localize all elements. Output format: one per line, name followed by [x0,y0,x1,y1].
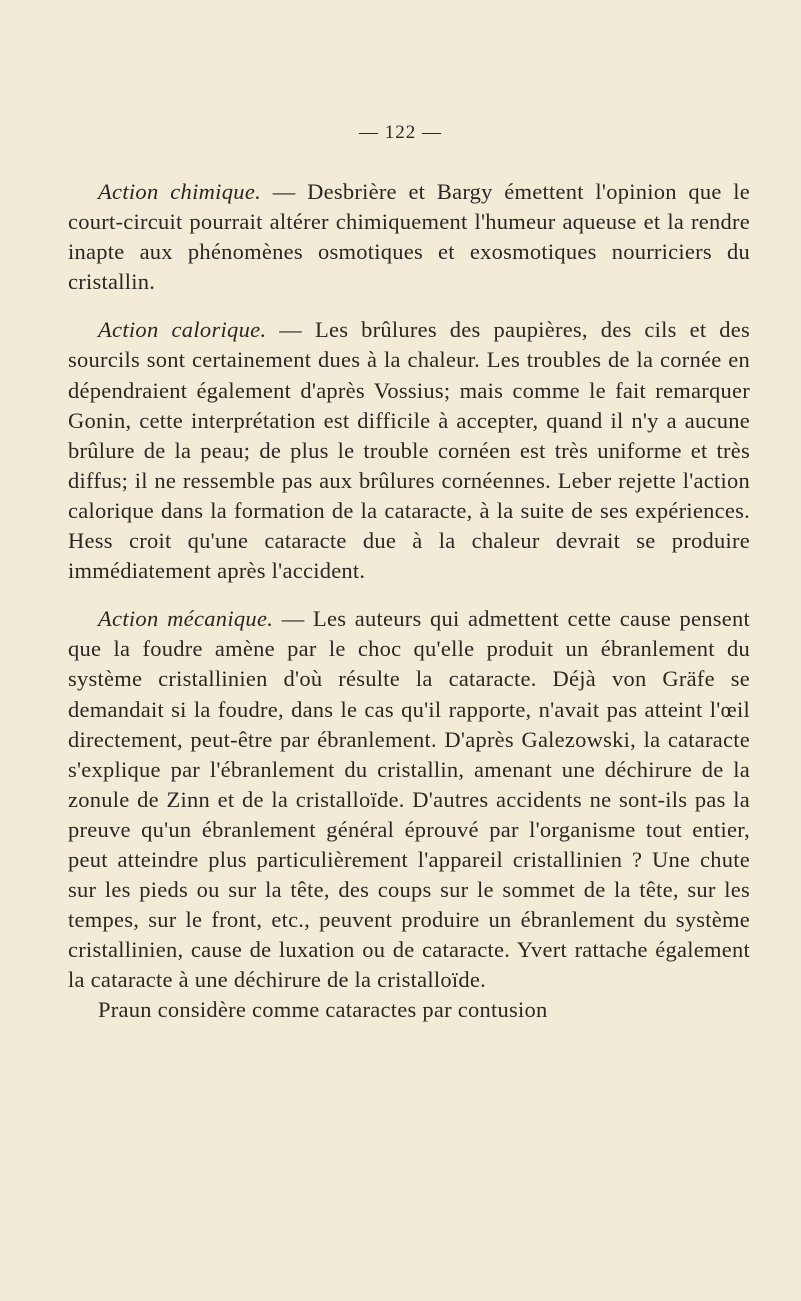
section-heading: Action mécanique. [98,606,274,632]
paragraph-text: — Les auteurs qui admettent cette cause pensent que la foudre amène par le choc qu'elle produit un ébranlement du système cristallinien d'où résulte la cataracte. Déjà von Gräfe se demandait si la foudre, dans le cas qu'il rapporte, n'avait pas atteint l'œil directement, peut-être par ébranlement. D'après Galezowski, la cataracte s'explique par l'ébranlement du cristallin, amenant une déchirure de la zonule de Zinn et de la cristalloïde. D'autres accidents ne sont-ils pas la preuve qu'un ébranlement général éprouvé par l'organisme tout entier, peut atteindre plus particulièrement l'appareil cristallinien ? Une chute sur les pieds ou sur la tête, des coups sur le sommet de la tête, sur les tempes, sur le front, etc., peuvent produire un ébranlement du système cristallinien, cause de luxation ou de cataracte. Yvert rattache également la cataracte à une déchirure de la cristalloïde. [68,606,750,993]
paragraph-action-chimique [68,177,750,297]
page-number: — 122 — [359,122,442,143]
paragraph-continuation: Praun considère comme cataractes par contusion [98,997,548,1023]
paragraph-text: — Desbrière et Bargy émettent l'opinion que le court-circuit pourrait altérer chimiquement l'humeur aqueuse et la rendre inapte aux phénomènes osmotiques et exosmotiques nourriciers du cristallin. [68,179,751,295]
body-text [68,177,750,1026]
section-heading: Action chimique. [98,179,262,204]
paragraph-text: — Les brûlures des paupières, des cils et des sourcils sont certainement dues à la chaleur. Les troubles de la cornée en dépendraient également d'après Vossius; mais comme le fait remarquer Gonin, cette interprétation est difficile à accepter, quand il n'y a aucune brûlure de la peau; de plus le trouble cornéen est très uniforme et très diffus; il ne ressemble pas aux brûlures cornéennes. Leber rejette l'action calorique dans la formation de la cataracte, à la suite de ses expériences. Hess croit qu'une cataracte due à la chaleur devrait se produire immédiatement après l'accident. [68,317,750,584]
paragraph-action-calorique [68,315,750,586]
paragraph-action-mecanique [68,604,750,995]
section-heading: Action calorique. [98,317,267,343]
